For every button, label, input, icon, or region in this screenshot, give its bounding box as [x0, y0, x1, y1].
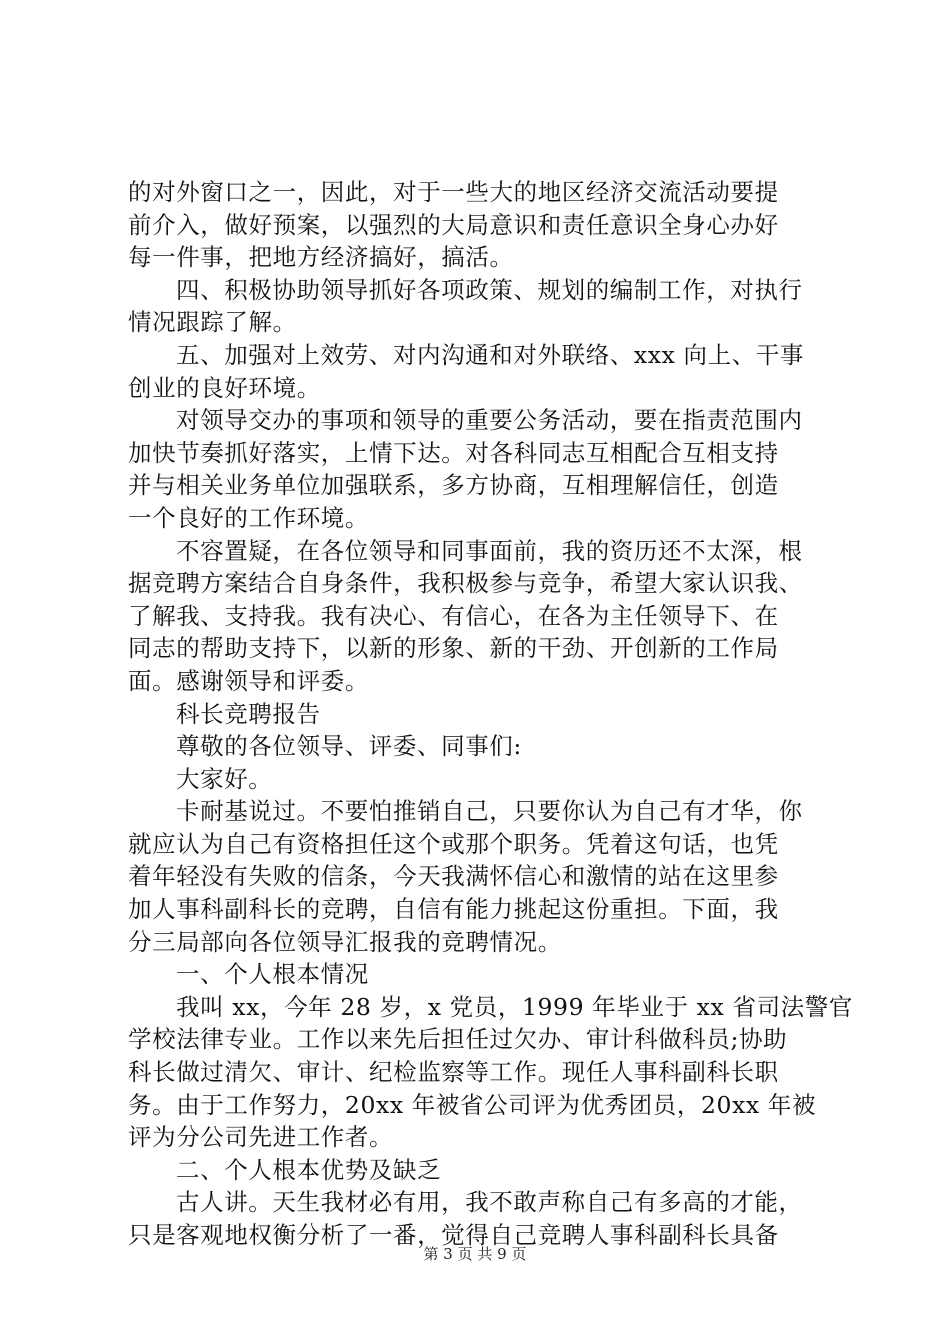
- text-line: 分三局部向各位领导汇报我的竞聘情况。: [128, 927, 562, 956]
- text-line: 每一件事，把地方经济搞好，搞活。: [128, 243, 514, 272]
- document-body: [128, 176, 853, 1252]
- text-line: 尊敬的各位领导、评委、同事们:: [176, 732, 522, 761]
- text-line: 对领导交办的事项和领导的重要公务活动，要在指责范围内: [176, 406, 803, 435]
- text-line: 四、积极协助领导抓好各项政策、规划的编制工作，对执行: [176, 275, 803, 304]
- text-line: 的对外窗口之一，因此，对于一些大的地区经济交流活动要提: [128, 178, 779, 206]
- text-line: 加快节奏抓好落实，上情下达。对各科同志互相配合互相支持: [128, 438, 779, 467]
- text-line: 了解我、支持我。我有决心、有信心，在各为主任领导下、在: [128, 601, 779, 630]
- text-line: 科长做过清欠、审计、纪检监察等工作。现任人事科副科长职: [128, 1058, 779, 1087]
- text-line: 创业的良好环境。: [128, 373, 321, 402]
- text-line: 着年轻没有失败的信条，今天我满怀信心和激情的站在这里参: [128, 862, 779, 891]
- text-line: 学校法律专业。工作以来先后担任过欠办、审计科做科员;协助: [128, 1025, 788, 1054]
- text-line: 并与相关业务单位加强联系，多方协商，互相理解信任，创造: [128, 471, 779, 500]
- text-line: 同志的帮助支持下，以新的形象、新的干劲、开创新的工作局: [128, 634, 779, 663]
- text-line: 我叫 xx，今年 28 岁，x 党员，1999 年毕业于 xx 省司法警官: [176, 992, 853, 1021]
- text-line: 不容置疑，在各位领导和同事面前，我的资历还不太深，根: [176, 536, 803, 565]
- text-line: 一、个人根本情况: [176, 960, 369, 989]
- text-line: 二、个人根本优势及缺乏: [176, 1155, 442, 1184]
- text-line: 就应认为自己有资格担任这个或那个职务。凭着这句话，也凭: [128, 829, 779, 858]
- text-line: 评为分公司先进工作者。: [128, 1123, 394, 1152]
- text-line: 据竞聘方案结合自身条件，我积极参与竞争，希望大家认识我、: [128, 569, 803, 598]
- text-line: 面。感谢领导和评委。: [128, 666, 369, 695]
- text-line: 五、加强对上效劳、对内沟通和对外联络、xxx 向上、干事: [176, 340, 805, 369]
- text-line: 务。由于工作努力，20xx 年被省公司评为优秀团员，20xx 年被: [128, 1090, 817, 1119]
- text-line: 古人讲。天生我材必有用，我不敢声称自己有多高的才能，: [176, 1188, 803, 1217]
- text-line: 情况跟踪了解。: [128, 308, 297, 337]
- text-line: 前介入，做好预案，以强烈的大局意识和责任意识全身心办好: [128, 210, 779, 239]
- text-line: 卡耐基说过。不要怕推销自己，只要你认为自己有才华，你: [176, 797, 803, 826]
- text-line: 加人事科副科长的竞聘，自信有能力挑起这份重担。下面，我: [128, 895, 779, 924]
- text-line: 只是客观地权衡分析了一番，觉得自己竞聘人事科副科长具备: [128, 1221, 779, 1249]
- page-footer: 第 3 页 共 9 页: [423, 1245, 527, 1263]
- text-line: 大家好。: [176, 764, 273, 793]
- text-line: 科长竞聘报告: [176, 699, 321, 728]
- text-line: 一个良好的工作环境。: [128, 503, 369, 532]
